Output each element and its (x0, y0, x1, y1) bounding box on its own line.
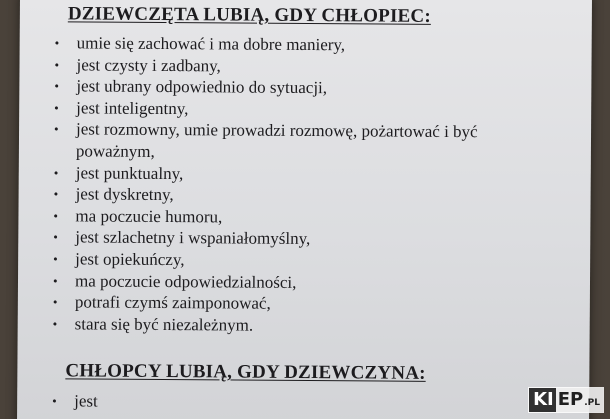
boys-heading: CHŁOPCY LUBIĄ, GDY DZIEWCZYNA: (65, 360, 426, 384)
bullet-icon: • (54, 56, 60, 72)
list-item-continuation: poważnym, (75, 141, 155, 161)
list-item: • jest opiekuńczy, (53, 249, 185, 270)
bullet-icon: • (52, 393, 57, 409)
list-item: • potrafi czymś zaimponować, (52, 292, 271, 313)
girls-heading: DZIEWCZĘTA LUBIĄ, GDY CHŁOPIEC: (67, 3, 431, 27)
paper-sheet (17, 0, 592, 419)
kiep-watermark-logo: KI EP .PL (528, 387, 604, 413)
bullet-icon: • (54, 121, 59, 137)
list-item: • stara się być niezależnym. (52, 314, 254, 335)
bullet-icon: • (53, 229, 58, 245)
list-item: • jest rozmowny, umie prowadzi rozmowę, pożartować i być poważnym, (54, 119, 478, 165)
list-item: • ma poczucie odpowiedzialności, (52, 270, 297, 292)
bullet-icon: • (54, 100, 59, 116)
list-item: • ma poczucie humoru, (53, 206, 223, 227)
list-item: • jest (52, 391, 98, 411)
list-item: • jest szlachetny i wspaniałomyślny, (53, 227, 311, 249)
bullet-icon: • (53, 186, 59, 202)
list-item: • jest inteligentny, (54, 98, 189, 118)
bullet-icon: • (53, 251, 58, 267)
list-item: • umie się zachować i ma dobre maniery, (54, 33, 346, 55)
list-item: • jest dyskretny, (53, 184, 174, 205)
girls-list (53, 32, 479, 337)
bullet-icon: • (53, 164, 59, 180)
list-item: • jest punktualny, (53, 162, 184, 183)
list-item: • jest ubrany odpowiednio do sytuacji, (54, 76, 328, 98)
bullet-icon: • (54, 78, 59, 94)
boys-list (52, 390, 98, 412)
bullet-icon: • (53, 207, 59, 224)
bullet-icon: • (52, 315, 58, 331)
bullet-icon: • (52, 272, 58, 288)
bullet-icon: • (52, 294, 58, 310)
list-item: • jest czysty i zadbany, (54, 54, 221, 76)
bullet-icon: • (54, 35, 60, 51)
